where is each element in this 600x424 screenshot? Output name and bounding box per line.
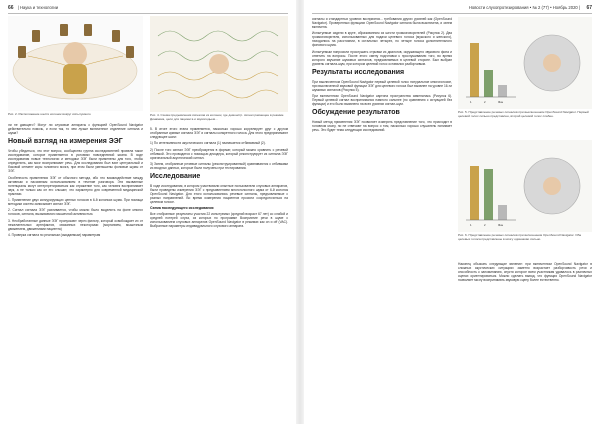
setup-paragraph-2: Испытуемые сидели в круге, образованном из шести громкоговорителей (Рисунок 2). Два громкоговорителя, использованных для подачи целевого голоса (мужского и женского), находились на расстоянии, в остальных четырех, по четыре голоса дополнительного фонового шума. — [312, 31, 452, 48]
process-paragraph: 5. В итоге этого этапа применяется, насколько хорошо коррелирует друг с другом отобранные кривые сигнала ЭЭГ и сигналы конкретного голоса. Для этого предпринимают следующее шаги: — [150, 127, 288, 140]
left-page-number: 66 — [8, 5, 14, 11]
fig6-head — [543, 177, 561, 195]
conclusion-paragraph: Наконец обьясать следующие явление: при включенном OpenSound Navigator в сложных акустических ситуациях заметно возрастает разборчивость речи и способность к запоминанию, спустя которое всем участникам удавалось в различных сценах ориентироваться. Можно сделать вывод, что функция OpenSound Navigator позволяет мозгу воспринимать звуковую сцену более естественно. — [458, 262, 592, 283]
left-column-1 — [8, 123, 143, 239]
left-page — [0, 0, 296, 424]
right-running-head: Новости слухопротезирования • № 2 (77) • Ноябрь 2020 | — [468, 5, 580, 10]
figure-6-chart — [458, 140, 592, 232]
head-shape — [63, 42, 87, 66]
signal-scheme-illustration — [150, 16, 288, 112]
setup-paragraph-3: Испытуемым попросили прослушать отрывки из диалогов, окружающего звукового фона и ответить на вопросы. После этого смену подготовки к прослушиванию того, во время которого звучание шумовых сигналов, предъявляемых в целевой стороне. Был выбран уровень сигнала-шум, при котором целевой голос оставался разборчивым. — [312, 49, 452, 66]
right-running-header — [312, 5, 592, 13]
intro-paragraph: ли не дающего? Могут ли слуховые аппараты с функцией OpenSound Navigator действительно помочь, и если так, то чем лучше включенное отделение сигнала и шума? — [8, 123, 143, 136]
step-3: 3. Необработанные данные ЭЭГ пропускают через фильтр, который освобождает их от нежелательных артефактов, связанных некоторыми (морганием, мышечным движением, движениями пациента) — [8, 218, 143, 231]
figure-signal-scheme — [150, 16, 288, 112]
brain-icon — [209, 54, 229, 74]
process-step-3: 3) Затем, отобранные речевые сигналы (реконструированный) сравниваются с отбивками из входных данных, которые были получены при тестировании. — [150, 161, 288, 170]
right-column-2 — [458, 262, 592, 284]
fig5-label-0: 1 — [470, 100, 472, 104]
fig5-label-2: Фон — [498, 100, 504, 104]
figure-6 — [458, 140, 592, 232]
left-header-rule — [8, 13, 288, 14]
right-header-rule — [312, 13, 592, 14]
fig5-label-1: 2 — [484, 100, 486, 104]
figure-speaker-layout — [8, 16, 143, 111]
figure-5-chart — [458, 17, 592, 109]
right-page-number: 67 — [586, 5, 592, 11]
process-step-2: 2) После того сигнал ЭЭГ преобразуется в формат, который можно сравнить с речевой отбивкой. Это проводится с помощью декодера, который реконструирует из сигнала ЭЭГ оригинальный акустический сигнал. — [150, 147, 288, 160]
fig6-bar-A — [470, 166, 479, 220]
figure-4-caption: Рис. 4. Схема предъявления сигналов из колонок, где демонстр. сигнал размещен в режиме Динамика, цели для пациента и звукоподьем... — [150, 113, 284, 121]
page-gutter — [296, 0, 304, 424]
results-paragraph-2: При включенном OpenSound Navigator картина пространства изменилась (Рисунок 6). Первый целевой сигнал воспринимался намного сильнее (по сравнению с ситуацией без функции) и это было выявлено на всех уровнях сигнал-шум. — [312, 94, 452, 107]
step-1: 1. Применение двух конкурирующих цепных голосов в 6-й колонках шума. При помощи методики систем записывает сигнал ЭЭГ. — [8, 198, 143, 207]
right-page — [304, 0, 600, 424]
left-running-header — [8, 5, 288, 13]
figure-6-caption: Рис. 6. Представление речевых сигналов при включенном OpenSound Navigator. Оба целевых голоса представлены в мозгу одинаково сильно. — [458, 233, 582, 241]
section-heading-study: Исследование — [150, 172, 201, 180]
figure-5-caption: Рис. 5. Представление речевых сигналов при выключенном OpenSound Navigator. Первый целевой голос сильно представлен, второй целевой голос слабее. — [458, 110, 589, 118]
section-heading-results: Результаты исследования — [312, 68, 405, 76]
fig5-bar-A — [470, 43, 479, 97]
fig6-label-2: Фон — [498, 223, 504, 227]
fig6-bar-B — [484, 169, 493, 220]
process-step-1: 1) По интенсивности акустического сигнала (1) назначается отбиваемый (2). — [150, 141, 266, 146]
fig6-bar-C — [498, 205, 507, 220]
right-column-1 — [312, 17, 452, 135]
study-paragraph: В ходе исследования, в котором участвовали опытные пользователи слуховых аппаратов, были проведены измерения ЭЭГ с предъявлением многоголосного шума от 6-й колонок OpenSound Navigator. Для этого использовались речевые сигналы, предъявляемые с разных направлений. Во время измерения пациентов просили сосредоточиться на целевом голосе. — [150, 183, 288, 205]
fig6-label-1: 2 — [484, 223, 486, 227]
fig5-bar-B — [484, 70, 493, 97]
section-heading-eeg: Новый взгляд на измерения ЭЭГ — [8, 138, 123, 146]
left-running-head: | Наука и технологии — [17, 5, 59, 10]
left-column-2 — [150, 127, 288, 230]
eeg-paragraph-1: Чтобы убедиться, что этот вопрос, сообщество группа исследователей провела такое исследование, которое применяется в условиях повседневной жизни. В ходе исследования новые технологии и методики ЭЭГ были применены для того, чтобы определить, как мозг воспринимает речь. Для исследования был взят центральный и боковой сегмент коры головного мозга, при этом были уменьшены фоновые шумы от ЭЭГ. — [8, 149, 143, 174]
setup-paragraph-1: сигналы и стандартных уровнях восприятия... требования других уровней как (OpenSound Navigator). Проверенных функциях OpenSound Navigator сигнала была выключена, и затем включена. — [312, 17, 452, 30]
step-4: 4. Проверка сигнала по реальным (ожидаемым) параметрам — [8, 232, 101, 237]
section-heading-discussion: Обсуждение результатов — [312, 109, 400, 117]
discussion-paragraph: Новый метод применения ЭЭГ позволяет измерить представление того, что присходит в головном мозгу, но не отвечают на вопрос о том, насколько хорошо слушатель понимает речь. Это будет тема следующих исследований. — [312, 120, 452, 133]
results-paragraph-1: При выключенном OpenSound Navigator первый целевой голос натуральное многоголосие, при выключенной звуковой функции ЭЭГ для целевого голоса был выявлен на уровне 16-ти шумовых сигналов (Рисунок 5). — [312, 79, 452, 92]
scheme-paragraph: Все отобранные результаты участия 22 испытуемых (средний возраст 67 лет) со слабой и средней потерей слуха, из которых по программе Восприятие речи в шуме с использованием слуховых аппаратов OpenSound Navigator в режимах как on и off (VAC). Выбранные параметры индивидуального слухового аппарата. — [150, 211, 288, 228]
figure-2-caption: Рис. 2. Расположение шести колонок вокруг испытуемого — [8, 112, 91, 116]
speaker-layout-illustration — [8, 16, 143, 111]
subheading-scheme: Схема последующего исследования — [150, 206, 214, 211]
torso-shape — [63, 64, 87, 94]
fig5-head — [543, 54, 561, 72]
step-2: 2. Сигнал сигнала ЭЭГ усиливается, чтобы можно было выделить на фоне многих голосов, сигнала, вызываемого мышечной активностью. — [8, 208, 143, 217]
figure-5 — [458, 17, 592, 109]
eeg-paragraph-2: Особенность применения ЭЭГ от обычного метода, ибо это взаимодействие между активным и пассивным использованием в течение разговора. Эти вызванные потенциалы могут интерпретироваться как отражение того, как человек воспринимает звук, а не только как он его слышит, что характерно для современной медицинской практики. — [8, 175, 143, 196]
fig5-bar-C — [498, 85, 507, 97]
fig6-label-0: 1 — [470, 223, 472, 227]
